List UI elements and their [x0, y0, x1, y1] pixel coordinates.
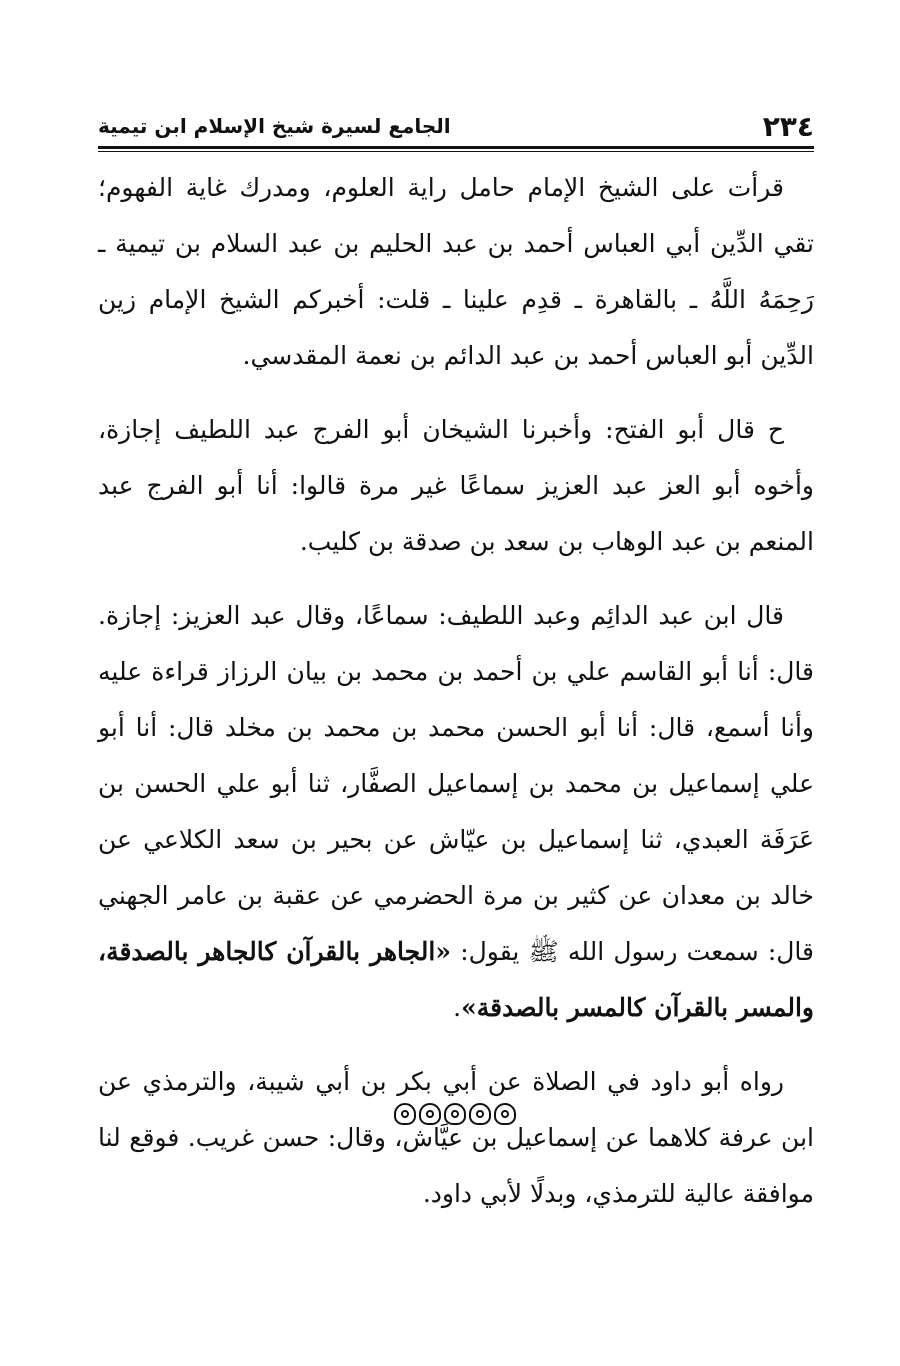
paragraph-4-text: رواه أبو داود في الصلاة عن أبي بكر بن أبي شيبة، والترمذي عن ابن عرفة كلاهما عن إسماعيل بن عيَّاش، وقال: حسن غريب. فوقع لنا موافقة عالية للترمذي، وبدلًا لأبي داود. — [98, 1067, 814, 1208]
paragraph-1 — [98, 160, 814, 384]
paragraph-1-text: قرأت على الشيخ الإمام حامل راية العلوم، ومدرك غاية الفهوم؛ تقي الدِّين أبي العباس أحمد بن عبد الحليم بن عبد السلام بن تيمية ـ رَحِمَهُ اللَّهُ ـ بالقاهرة ـ قدِم علينا ـ قلت: أخبركم الشيخ الإمام زين الدِّين أبو العباس أحمد بن عبد الدائم بن نعمة المقدسي. — [98, 173, 814, 370]
paragraph-3 — [98, 588, 814, 1036]
paragraph-2 — [98, 402, 814, 570]
page-number: ٢٣٤ — [762, 110, 814, 143]
header-rule-thick — [98, 146, 814, 149]
page-body — [98, 160, 814, 1240]
section-end-ornament-icon — [390, 1103, 520, 1127]
paragraph-3-text: قال ابن عبد الدائِم وعبد اللطيف: سماعًا، وقال عبد العزيز: إجازة. قال: أنا أبو القاسم علي بن أحمد بن محمد بن بيان الرزاز قراءة عليه وأنا أسمع، قال: أنا أبو الحسن محمد بن محمد بن مخلد قال: أنا أبو علي إسماعيل بن محمد بن إسماعيل الصفَّار، ثنا أبو علي الحسن بن عَرَفَة العبدي، ثنا إسماعيل بن عيّاش عن بحير بن سعد الكلاعي عن خالد بن معدان عن كثير بن مرة الحضرمي عن عقبة بن عامر الجهني قال: سمعت رسول الله ﷺ يقول: — [98, 601, 814, 966]
ornament-glyph-icon — [494, 1103, 516, 1125]
header-rule-thin — [98, 151, 814, 152]
page-header — [98, 104, 814, 148]
hadith-quote: «الجاهر بالقرآن كالجاهر بالصدقة، والمسر بالقرآن كالمسر بالصدقة» — [98, 937, 814, 1022]
ornament-glyph-icon — [394, 1103, 416, 1125]
ornament-glyph-icon — [419, 1103, 441, 1125]
paragraph-2-text: ح قال أبو الفتح: وأخبرنا الشيخان أبو الفرج عبد اللطيف إجازة، وأخوه أبو العز عبد العزيز سماعًا غير مرة قالوا: أنا أبو الفرج عبد المنعم بن عبد الوهاب بن سعد بن صدقة بن كليب. — [98, 415, 814, 556]
paragraph-3-end: . — [453, 993, 462, 1022]
ornament-glyph-icon — [469, 1103, 491, 1125]
ornament-glyph-icon — [444, 1103, 466, 1125]
running-title: الجامع لسيرة شيخ الإسلام ابن تيمية — [98, 114, 451, 138]
paragraph-4 — [98, 1054, 814, 1222]
